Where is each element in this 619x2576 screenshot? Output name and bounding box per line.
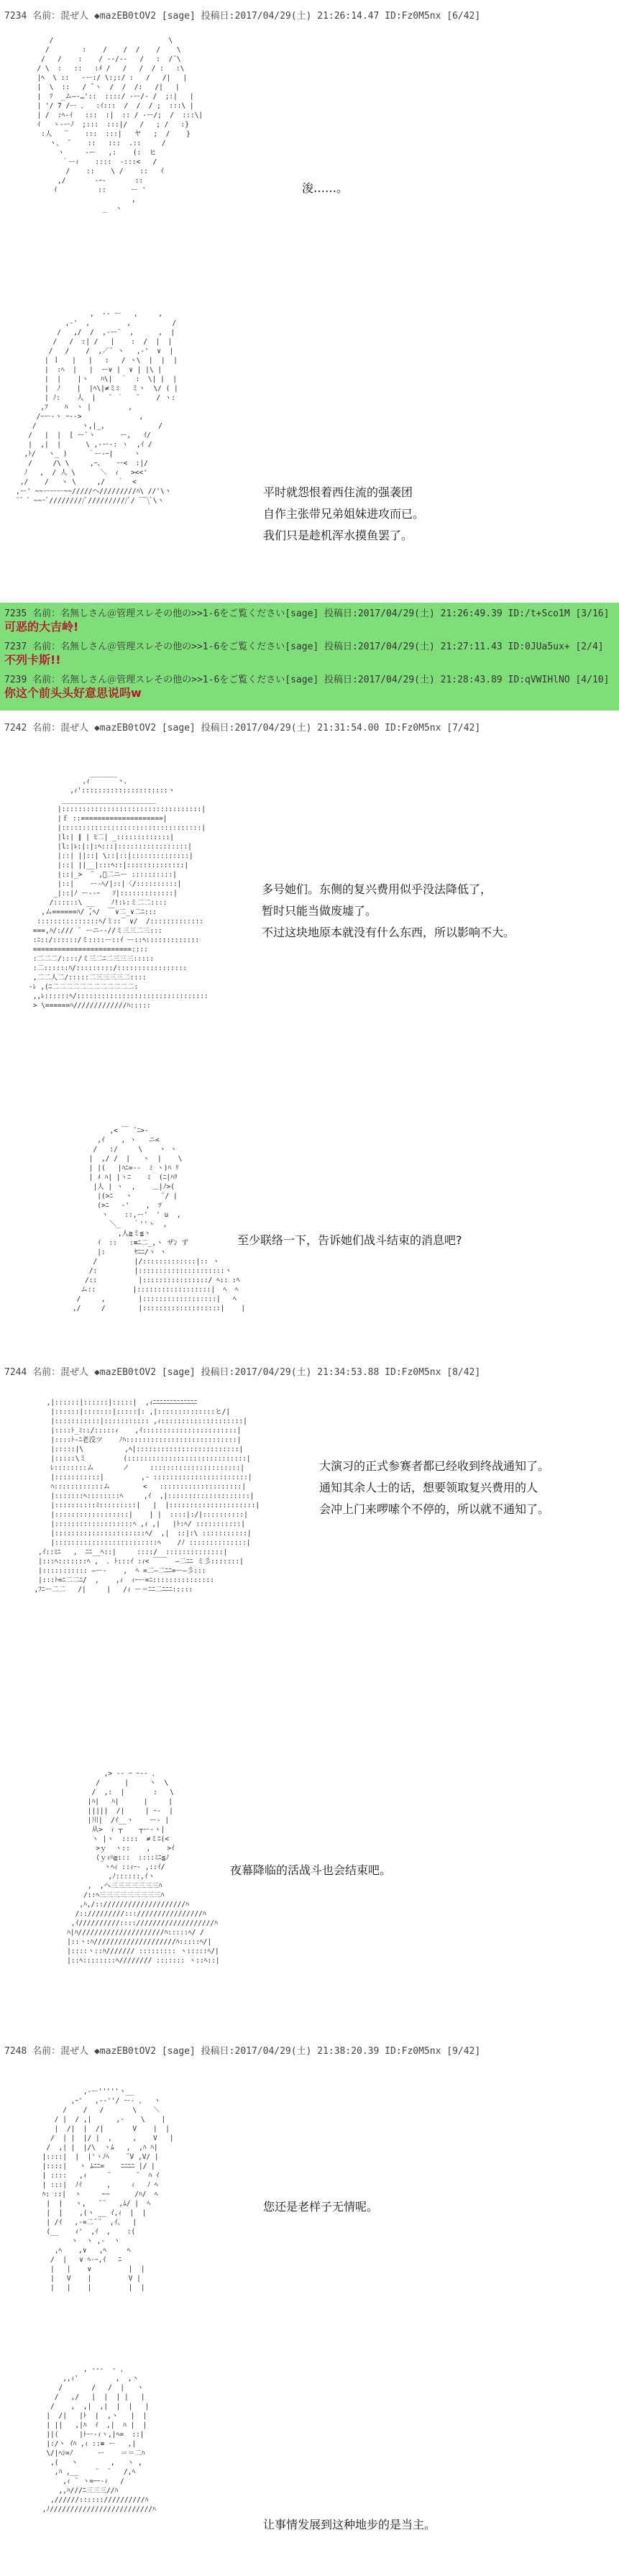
- dialogue-line: 通知其余人士的话，想要领取复兴费用的人: [319, 1481, 538, 1494]
- post-header: 7242 名前：混ぜ人 ◆mazEB0tOV2 [sage] 投稿日:2017/04/29(土) 21:31:54.00 ID:Fz0M5nx [7/42]: [4, 723, 481, 734]
- ascii-art-character: ,|::::::|::::::|:::::| ,ｨﾆﾆﾆﾆﾆﾆﾆﾆﾆﾆﾆﾆﾆ |::::::|:::::::|:::::|: ,|::::::::::::::ヒ/| |:::::::::::|::::::::::: ,ｨ::::::::::::::::::::| |::::ﾄ_ﾐ::/:::::ｨ ,ｲ:::::::::::::::::::::::| |::::ﾄ-ﾆ老没ツ ﾉﾊ:::::::::::::::::::::::::::| |:::::|\ ,ﾍ|:::::::::::::::::::::::::| |:::::\ミ (:::::::::::::::::::::::::::::| ﾚ::::::::ム ノ ::::::::::::::::::::::| |:::::::::::| ,- :::::::::::::::::::::::| ﾊ::::::::::::ム < ::::::::::::::::::::| |:::::::ﾍ::::::::ﾍ ,ｲ ,|::::::::::::::::::::| |::::::::::ﾐ:::::::::| | |:::::::::::::::::::::| |::::::::::::::::::| | | ::::|:/|::::::::::| |:::::::::::::::::::ﾍ ,ｨ ,| |ﾄ:ﾍ/ :::::::::::| |::::::::::::::::::::::ﾍ/ ,| ::|:\ :::::::::::| |:::::::::::::::::::::::::ﾍ /ﾉ ::::::::::::::| ,ｲ::ﾐﾆ , ﾆﾆ__ﾍ::| ::::/ ::::::::::::::| |:::ﾍ:::::::ﾍ , ､ ﾄ:::ｲ :ｨ< ￣￣ ―二ﾆﾆ ミ彡:::::::| |::::::::::: ―ー- , ﾍ =二―二ﾆﾆ=ー―彡::: |:::ﾄ=ﾆ二二ﾆ/ , ,ｨ ｨｰー=ﾆ::::::::::::::: ,ﾌﾆー二二 /| | /ｨ ー＝ﾆﾆ二ﾆﾆﾆ:::::: [34, 1399, 260, 1594]
- reply-message: 可恶的大吉岭!: [4, 620, 79, 634]
- dialogue-line: 您还是老样子无情呢。: [263, 2200, 379, 2214]
- dialogue-line: 多号她们。东侧的复兴费用似乎没法降低了，: [262, 882, 492, 896]
- reply-meta: 7235 名前：名無しさん＠管理スレその他の>>1-6をご覧ください[sage] 投稿日:2017/04/29(土) 21:26:49.39 ID:/t+Sco1M [3/16]: [4, 608, 610, 619]
- ascii-art-character: / \ / : / / / / \ / / : / -‐/‐- / : /¨\ / \ : :: :ﾒ / / / / : :\ |ﾍ \ :: -ー:/ \:;:/ : / /| | | \ :: / ̄ ヽ / / /: /| | | ﾌ _ム―-…':: ::::/ -ー/‐ / ;:| | | '/ 7 /ー 、 :ｲ::: / / / ; :::\ | | / :ﾍ-ｲ ::: :| :: / -ー/; / :::\| ｲ ヽ-ーﾉ ;::: :::|/ / ; / :} :人 ¨ ::: :::| ヤ ; / } ヽ、 ¨ :: ::: .:: / ヽ -ー ,: (: ヒ ｀ーｨ :::: -:::< / / :: \ / :: ｲ ,/ -ｰ- :: ｲ :: ー ' , _ ヽ: [37, 37, 203, 213]
- dialogue-line: 平时就怨恨着西住流的强袭团: [263, 485, 413, 499]
- dialogue-line: 会冲上门来啰嗦个不停的，所以就不通知了。: [319, 1502, 550, 1516]
- dialogue-line: 我们只是趁机浑水摸鱼罢了。: [263, 529, 413, 542]
- reply-meta: 7239 名前：名無しさん＠管理スレその他の>>1-6をご覧ください[sage] 投稿日:2017/04/29(土) 21:28:43.89 ID:qVWIHlNO [4/10]: [4, 675, 610, 685]
- reply-meta: 7237 名前：名無しさん＠管理スレその他の>>1-6をご覧ください[sage] 投稿日:2017/04/29(土) 21:27:11.43 ID:0JUa5ux+ [2/4]: [4, 641, 604, 652]
- dialogue-line: 不过这块地原本就没有什么东西，所以影响不大。: [262, 926, 515, 939]
- ascii-art-character: ,ｨ￣￣￣￣ヽ、 ,ｨ':::::::::::::::::::::ヽ _______________________ |::::::::::::::::::::::::::::::::::| |ｆ ::====================| |::::::::::::::::::::::::::::::::::| |l:| ∥ | ﾋ二| _:::::::::::::| |l:|ﾚ:|:|:ﾍ:::|:::::::::::::::::| |::| ||::| \::|::|::::::::::::::| |::| ||__|:::ﾍ::|::::::::::::::| |::|_> ¨ ,ﾞ二ニー ::::::::::| |::| ー-ﾍ/|::|〈/::::::::::| _|::|ﾉ ー--ｰ ｿ|:::::::::::::| /::::::\ __ ﾉ!:ﾚ:ミ二二:::: ,ム======ﾊ/ ̄,ﾍ/ ￣∨二_∨二ﾆ::: :::::::::::::::ﾍ/ミ::‾ ∨/ /::::::::::::: ===,ﾊ/:/// ¨ ーニ-‐//ミ三三二三::: :ﾆ::/::::::/ミ::::ー::ｲ ー::ﾍ::::::::::::: ========================:::: :二二二/::::/ミ三二ﾆ二三三三::::: :二::::::ﾊ/:::::::::/::::::::::::::::: ,二二人二/:::::二三三三三二:::: -ﾚ ,(ﾆ二二二二二二二二二二二二: ,,ﾚ::::::ﾍ/:::::::::::::::::::::::::::::::: > \======ﾊ/////////////ﾊ:::::: [29, 777, 208, 1010]
- ascii-art-character: , ‐- ー , , ,-' , , / / ,/ / ,-ー¨ , , | / / :| / | : / | | / / / ,／¨ ヽ ,-' ∨ | | ｌ | | : / ヽ\ | | | | :ﾍ | | ー∨ | ∨ | |\ | | | |ヽ ﾊ\| ｀ : \| | | | ﾉ | |ﾍ\|≠ミﾐ ミヽ \/ ( | | ﾉ: 人 | ¨ ｀ ¨ / ヽ: ,ﾌ ﾊ ヽ | , /ｰー-ヽ ｰ--> , / ヽ,|_, / / | | [ ー`ヽ ー, ｲ/ | ,| | \ ,-ー-: ヽ ,ｲ / ,ﾄ/ ヽ_ ) ｀ー-ｰ| ヽ / /\ \ ,ｰ、 ー< :|/ ﾉ , / 人 \ ＼ ｨ ><<' ,/ / ヽ \ ,/ ｀ < ,ー' ~~ーーー~~/////ヘ/////////ﾊ\ //'\ヽ ¨゛゛~~~ﾞ/////////ﾞ//////////ﾞ/ ‾‾\ﾞ\ヽ: [16, 310, 178, 505]
- dialogue-line: 暂时只能当做废墟了。: [262, 904, 377, 918]
- ascii-art-character: ,-ー'''''ヽ__ ,ｰ' ,--''/ ー- 、 ヽ / / / \ ＼ / | / ,| ,- \ | | /| | /| V | | / | | |/ | , , V | / ,| | |/\ ヽﾑ , ,ﾊ ﾊ| |::::| | |'ヽﾉﾍ ¨V ,V/ | |::::| ヽ ﾑﾆﾆ= ﾆﾆﾆﾆ |/ | | :::: ,ｨ ¨ ¨ ﾊ ｲ | :::| ﾉｲ , ｨ ﾉ ﾍ ﾊ: ::| ヽ ~~ /ﾊ/ ﾍ | | ヽ, ¨¨ ,ﾑ/ | ﾍ | | ,(ヽ __ ｲ,ｨ | | | /ｲ ,-=二¨¨ ,ｲ、 | (__ ｨ' ,ｲ , :( ヽ ヽ ,- ヽ ,ﾍ ,∨ ,ﾍ ﾍ / | ∨ ﾍ-ｰ,ｲ ﾆ | | ∨ | | | V | V | | | | | |: [42, 2088, 174, 2292]
- reply-message: 不列卡斯!!: [4, 653, 61, 667]
- ascii-art-character: ,< ￣ ¨ﾆ>- ,ｲ , ヽ ニ< / :/ \ ヽ ヽ | ,/ / | ヽ | \ | |( |ﾊﾆ=-- ﾐ ヽ)ﾊ ﾘ | ﾒ ﾊ| |ヽﾆ ﾐ (ﾆ|ﾊﾘ |人 | ヽ , ＿|ﾉ>( |(>ﾆ ヽ ¨/ | (>ﾆ ‐' , ﾂ ヽ ::,ー' ' u , ＼_ ｀''ヽ , ,人≧ミ≦ヽ ｲ :: :≡ﾆ二_,ヽ ザﾝ ず |: ﾔﾆﾆ/ヽ ヽ / |/:::::::::::::|:: ヽ /: |:::::::::::::::::::::ヽ /:: |::::::::::::::::/ ﾍ:: :ﾍ ム:: |::::::::::::::::::| ﾍ ﾍ / , |::::::::::::::::::| ﾍ ,/ / |:::::::::::::::::::| |: [72, 1127, 246, 1312]
- dialogue-line: 夜幕降临的活战斗也会结束吧。: [230, 1863, 392, 1877]
- reply-message: 你这个前头头好意思说吗w: [4, 686, 142, 700]
- dialogue-line: 大演习的正式参赛者都已经收到终战通知了。: [319, 1459, 550, 1473]
- post-header: 7248 名前：混ぜ人 ◆mazEB0tOV2 [sage] 投稿日:2017/04/29(土) 21:38:20.39 ID:Fz0M5nx [9/42]: [4, 2046, 481, 2057]
- dialogue-line: 让事情发展到这种地步的是当主。: [263, 2518, 436, 2531]
- post-header: 7234 名前：混ぜ人 ◆mazEB0tOV2 [sage] 投稿日:2017/04/29(土) 21:26:14.47 ID:Fz0M5nx [6/42]: [4, 11, 481, 22]
- dialogue-line: 至少联络一下，告诉她们战斗结束的消息吧?: [237, 1233, 462, 1247]
- dialogue-line: 浚……。: [302, 181, 349, 195]
- post-header: 7244 名前：混ぜ人 ◆mazEB0tOV2 [sage] 投稿日:2017/04/29(土) 21:34:53.88 ID:Fz0M5nx [8/42]: [4, 1367, 481, 1378]
- dialogue-line: 自作主张带兄弟姐妹进攻而已。: [263, 507, 425, 521]
- ascii-art-character: , --- - 、 ,,ｨ' , ,ヽ / / / | ヽ / ,/ | | | | | / , ,| ,| | | | | /| |ﾄ | ,ヽ | | | || ,|ﾊ ｲ ,| ﾊ | | ||( |ﾄー-ｨヽ,|ﾍ= ::| |:/ヽ ｲﾊ ,ｨ ::≡ ー ,| \/|ﾍｼ=ﾉ ー ＝＝二ﾊ ,( ヽ , ヽ , ,ﾊ ,__ ¨ ¨ /,ﾍ ,ｨ ¨ ヽ=ｰｰ-ｨ / ,,ﾊ///ﾆ三三三//ﾊ ,//////:::::://////////ﾊ ,ﾉ/////////////////////////ﾊ: [42, 2365, 156, 2513]
- replies-block: [0, 603, 619, 711]
- ascii-art-character: ,> -- ｰ ｰ-- 、 / | ヽ \ / ,: | : \ |ﾊ| ﾊ| | | ||||| /| | ｰ- | |川| /ｲ__ヽ ー- | 从> ｨ ┬ ┬ー-ヽ| ヽ |ヽ :::: ≠ミﾆ(< >ｙ ヽ:: , >ｲ (ｙｨﾊ≧::: ::::ﾐﾆ≦ﾉ ヽﾍｨ ::ｨｰ- ,::ｲ/ ,ﾉ::::::,ｲヽ , ,ヘ三三三三三三三ﾊ /::ﾍ三三三三三三三三三ﾊ ,ﾊ,/::////////////////////ﾊ /:://///////:::////////////////ﾊ ,ｲ//////////::::///////////////////ﾊ ﾊ|ﾊ/////////////////////ﾊ:::::ﾍ/ / |::ヽ:ﾊ////////////////////ﾊ:::::ﾍ/| |::::ヽ::ﾊ/////// ::::::::: ヽ:::::ﾍ/| |::ﾍ::::::::ﾍ//////// ::::::: ヽ::ﾍ::|: [67, 1770, 220, 1965]
